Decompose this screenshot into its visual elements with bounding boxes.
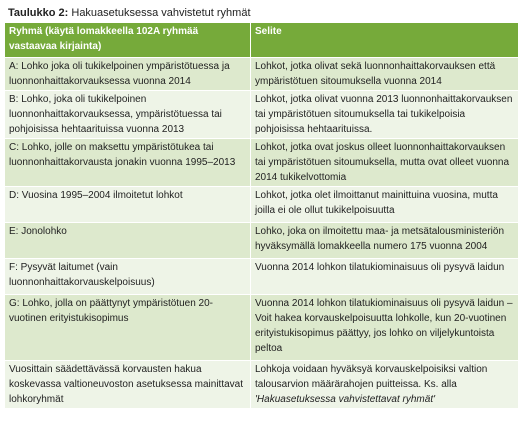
group-cell: C: Lohko, jolle on maksettu ympäristötukea tai luonnonhaittakorvausta jonakin vuonna 1995–2013	[5, 139, 251, 187]
table-row	[5, 223, 519, 259]
table-header-row	[5, 23, 519, 58]
groups-table	[4, 22, 519, 409]
group-cell: E: Jonolohko	[5, 223, 251, 259]
group-cell: F: Pysyvät laitumet (vain luonnonhaittakorvauskelpoisuus)	[5, 259, 251, 295]
column-header-description: Selite	[251, 23, 519, 58]
description-cell: Lohkot, jotka olivat vuonna 2013 luonnonhaittakorvauksen tai ympäristötuen sitoumuksella tai tukikelpoisia pohjoisissa hehtaarituissa.	[251, 91, 519, 139]
description-cell: Vuonna 2014 lohkon tilatukiominaisuus oli pysyvä laidun	[251, 259, 519, 295]
description-cell: Lohkot, jotka olet ilmoittanut mainittuina vuosina, mutta joilla ei ole ollut tukikelpoisuutta	[251, 187, 519, 223]
table-row	[5, 187, 519, 223]
group-cell: D: Vuosina 1995–2004 ilmoitetut lohkot	[5, 187, 251, 223]
group-cell: A: Lohko joka oli tukikelpoinen ympäristötuessa ja luonnonhaittakorvauksessa vuonna 2014	[5, 58, 251, 91]
table-row	[5, 361, 519, 409]
description-cell: Vuonna 2014 lohkon tilatukiominaisuus oli pysyvä laidun – Voit hakea korvauskelpoisuutta lohkolle, kun 20-vuotinen erityistukisopimus päättyy, jos lohko on viljelykuntoista peltoa	[251, 295, 519, 361]
caption-text: Hakuasetuksessa vahvistetut ryhmät	[71, 7, 251, 19]
table-row	[5, 139, 519, 187]
group-cell: G: Lohko, jolla on päättynyt ympäristötuen 20-vuotinen erityistukisopimus	[5, 295, 251, 361]
group-cell: Vuosittain säädettävässä korvausten hakua koskevassa valtioneuvoston asetuksessa mainittavat lohkoryhmät	[5, 361, 251, 409]
caption-label: Taulukko 2:	[8, 7, 69, 19]
table-row	[5, 259, 519, 295]
column-header-group: Ryhmä (käytä lomakkeella 102A ryhmää vastaavaa kirjainta)	[5, 23, 251, 58]
group-cell: B: Lohko, joka oli tukikelpoinen luonnonhaittakorvauksessa, ympäristötuessa tai pohjoisissa hehtaarituissa vuonna 2013	[5, 91, 251, 139]
table-caption	[8, 4, 251, 22]
description-cell: Lohko, joka on ilmoitettu maa- ja metsätalousministeriön hyväksymällä lomakkeella numero 175 vuonna 2004	[251, 223, 519, 259]
description-reference: 'Hakuasetuksessa vahvistettavat ryhmät'	[255, 394, 436, 405]
description-text: Lohkoja voidaan hyväksyä korvauskelpoisiksi valtion talousarvion määrärahojen puitteissa. Ks. alla	[255, 364, 488, 390]
description-cell: Lohkot, jotka ovat joskus olleet luonnonhaittakorvauksen tai ympäristötuen sitoumuksella, mutta ovat olleet vuonna 2014 tukikelvottomia	[251, 139, 519, 187]
description-cell: Lohkot, jotka olivat sekä luonnonhaittakorvauksen että ympäristötuen sitoumuksella vuonna 2014	[251, 58, 519, 91]
table-row	[5, 295, 519, 361]
table-row	[5, 91, 519, 139]
table-row	[5, 58, 519, 91]
description-cell	[251, 361, 519, 409]
